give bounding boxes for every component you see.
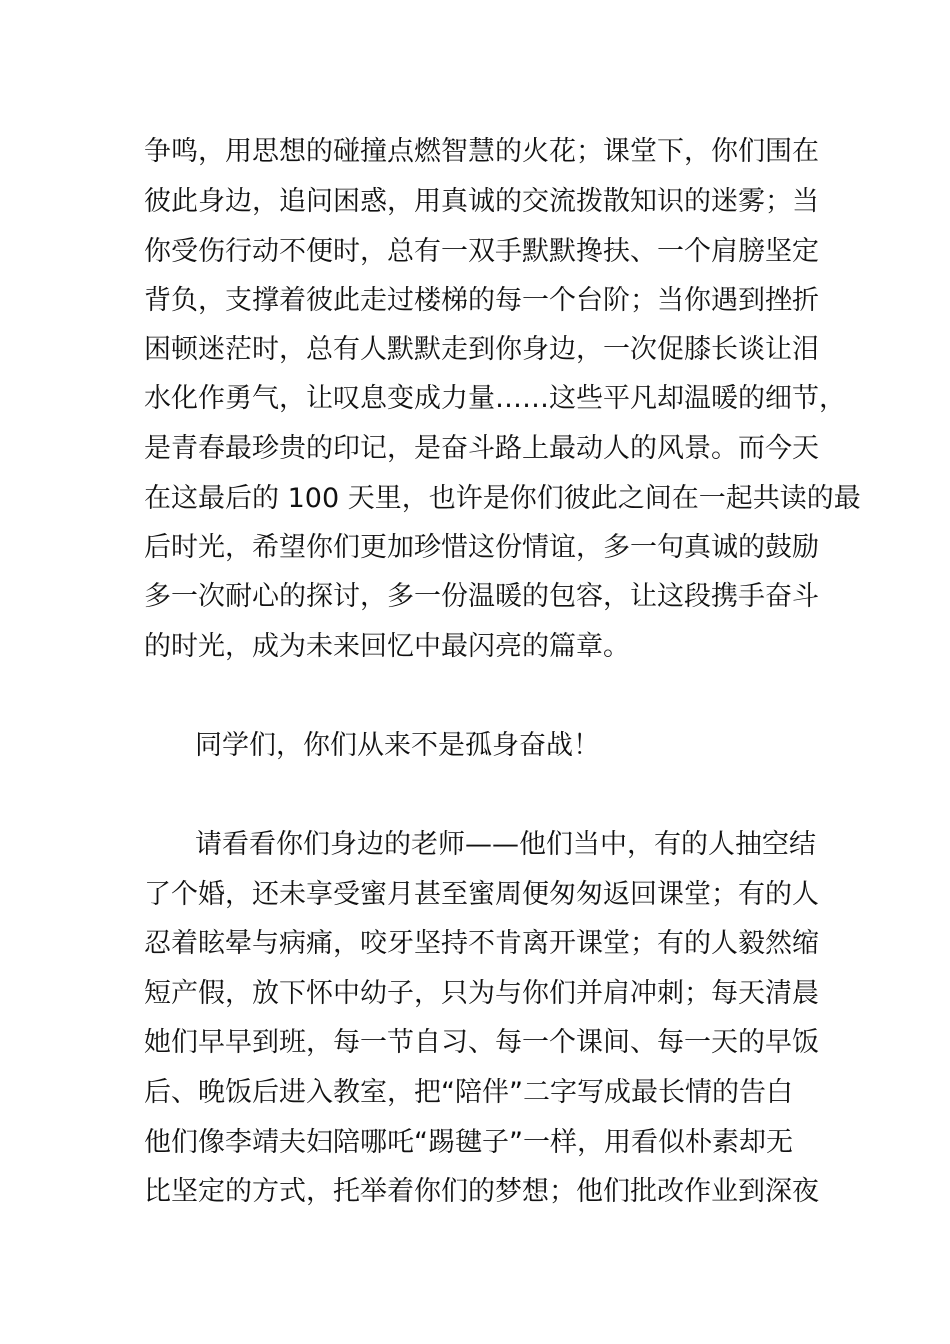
text-line: 短产假，放下怀中幼子，只为与你们并肩冲刺；每天清晨	[144, 978, 819, 1009]
text-line: 比坚定的方式，托举着你们的梦想；他们批改作业到深夜	[144, 1176, 819, 1207]
text-line: 后、晚饭后进入教室，把“陪伴”二字写成最长情的告白	[144, 1077, 793, 1108]
text-line: 后时光，希望你们更加珍惜这份情谊，多一句真诚的鼓励	[144, 532, 819, 563]
text-line: 忍着眩晕与病痛，咬牙坚持不肯离开课堂；有的人毅然缩	[144, 928, 819, 959]
text-line: 是青春最珍贵的印记，是奋斗路上最动人的风景。而今天	[144, 433, 819, 464]
text-line: 背负，支撑着彼此走过楼梯的每一个台阶；当你遇到挫折	[144, 285, 819, 316]
text-line: 在这最后的 100 天里，也许是你们彼此之间在一起共读的最	[144, 483, 861, 514]
text-line: 多一次耐心的探讨，多一份温暖的包容，让这段携手奋斗	[144, 581, 819, 612]
text-line: 请看看你们身边的老师——他们当中，有的人抽空结	[195, 829, 816, 860]
text-line: 困顿迷茫时，总有人默默走到你身边，一次促膝长谈让泪	[144, 334, 819, 365]
text-line: 了个婚，还未享受蜜月甚至蜜周便匆匆返回课堂；有的人	[144, 879, 819, 910]
text-line: 他们像李靖夫妇陪哪吒“踢毽子”一样，用看似朴素却无	[144, 1127, 793, 1158]
text-line: 争鸣，用思想的碰撞点燃智慧的火花；课堂下，你们围在	[144, 136, 819, 167]
text-line: 你受伤行动不便时，总有一双手默默搀扶、一个肩膀坚定	[144, 236, 819, 267]
text-line: 她们早早到班，每一节自习、每一个课间、每一天的早饭	[144, 1027, 819, 1058]
text-line: 的时光，成为未来回忆中最闪亮的篇章。	[144, 631, 630, 662]
text-line: 彼此身边，追问困惑，用真诚的交流拨散知识的迷雾；当	[144, 186, 819, 217]
text-line: 同学们，你们从来不是孤身奋战！	[195, 730, 600, 761]
text-line: 水化作勇气，让叹息变成力量……这些平凡却温暖的细节，	[144, 383, 846, 414]
